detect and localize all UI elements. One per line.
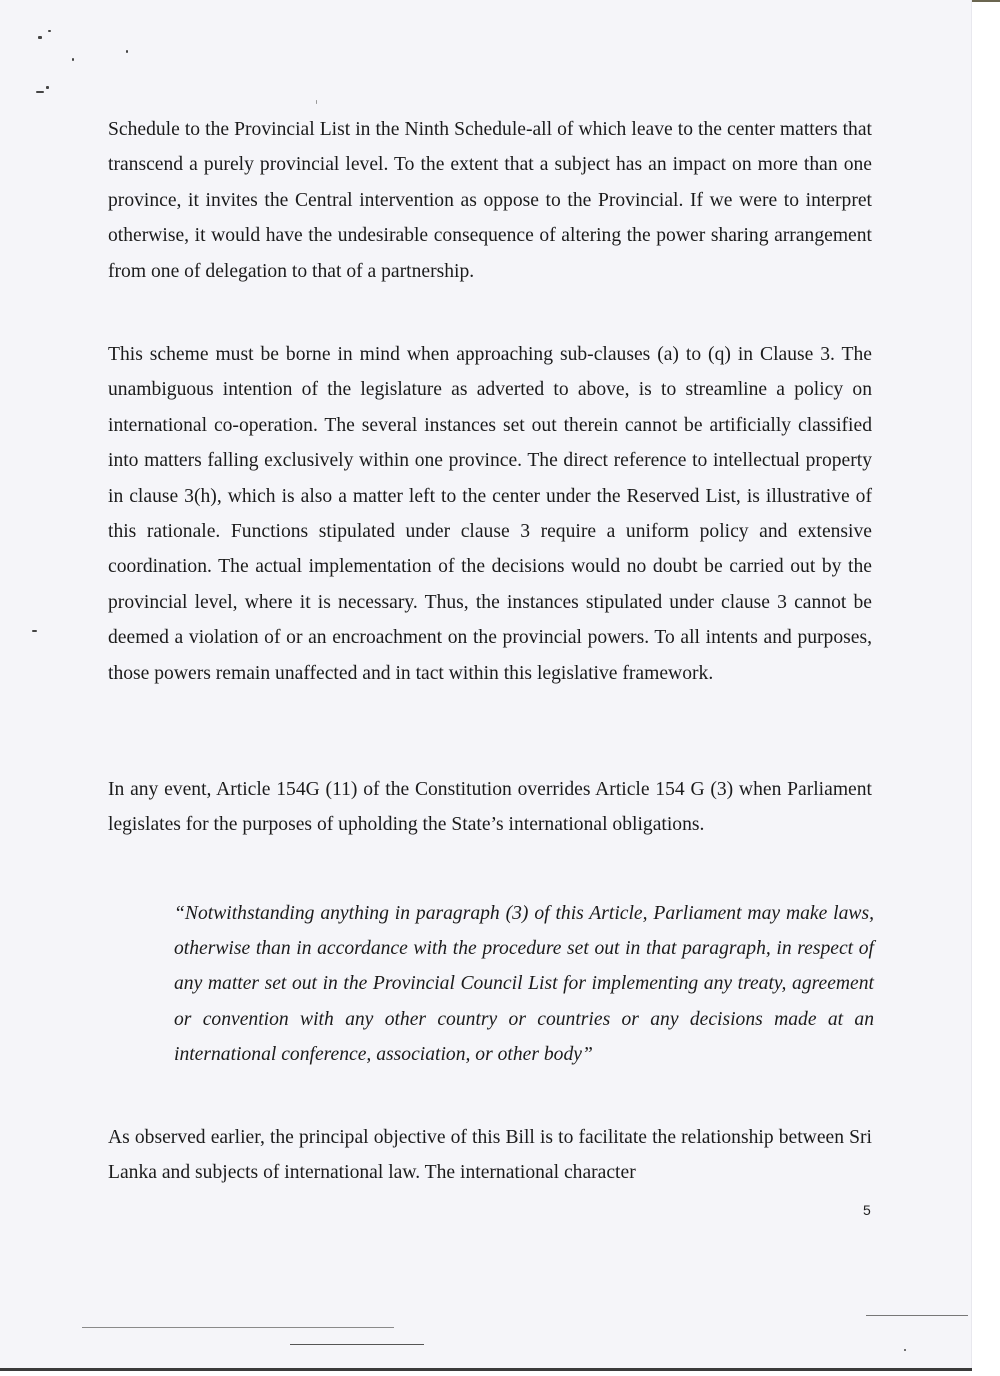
scan-speck — [904, 1349, 906, 1351]
scan-speck — [316, 100, 317, 104]
scan-line-artifact — [82, 1327, 394, 1328]
paragraph: Schedule to the Provincial List in the Ninth Schedule-all of which leave to the center matters that transcend a purely provincial level. To the extent that a subject has an impact on more than one province, it invites the Central intervention as oppose to the Provincial. If we were to interpret otherwise, it would have the undesirable consequence of altering the power sharing arrangement from one of delegation to that of a partnership. — [108, 119, 872, 282]
scan-speck — [72, 58, 74, 61]
scan-speck — [46, 86, 49, 89]
paragraph: In any event, Article 154G (11) of the Constitution overrides Article 154 G (3) when Parliament legislates for the purposes of upholding the State’s international obligations. — [108, 779, 872, 836]
block-quote: “Notwithstanding anything in paragraph (3) of this Article, Parliament may make laws, otherwise than in accordance with the procedure set out in that paragraph, in respect of any matter set out in the Provincial Council List for implementing any treaty, agreement or convention with any other country or countries or any decisions made at an international conference, association, or other body” — [174, 903, 874, 1065]
scan-speck — [36, 91, 44, 93]
page-number: 5 — [863, 1202, 871, 1218]
paragraph: As observed earlier, the principal objective of this Bill is to facilitate the relationship between Sri Lanka and subjects of international law. The international character — [108, 1127, 872, 1184]
scan-speck — [126, 50, 128, 53]
scan-speck — [32, 630, 37, 632]
paper-edge-artifact — [972, 0, 1000, 2]
scan-line-artifact — [290, 1344, 424, 1345]
scan-line-artifact — [866, 1315, 968, 1316]
scan-speck — [38, 36, 42, 39]
paragraph: This scheme must be borne in mind when approaching sub-clauses (a) to (q) in Clause 3. The unambiguous intention of the legislature as adverted to above, is to streamline a policy on international co-operation. The several instances set out therein cannot be artificially classified into matters falling exclusively within one province. The direct reference to intellectual property in clause 3(h), which is also a matter left to the center under the Reserved List, is illustrative of this rationale. Functions stipulated under clause 3 require a uniform policy and extensive coordination. The actual implementation of the decisions would no doubt be carried out by the provincial level, where it is necessary. Thus, the instances stipulated under clause 3 cannot be deemed a violation of or an encroachment on the provincial powers. To all intents and purposes, those powers remain unaffected and in tact within this legislative framework. — [108, 344, 872, 684]
scan-speck — [48, 30, 51, 32]
